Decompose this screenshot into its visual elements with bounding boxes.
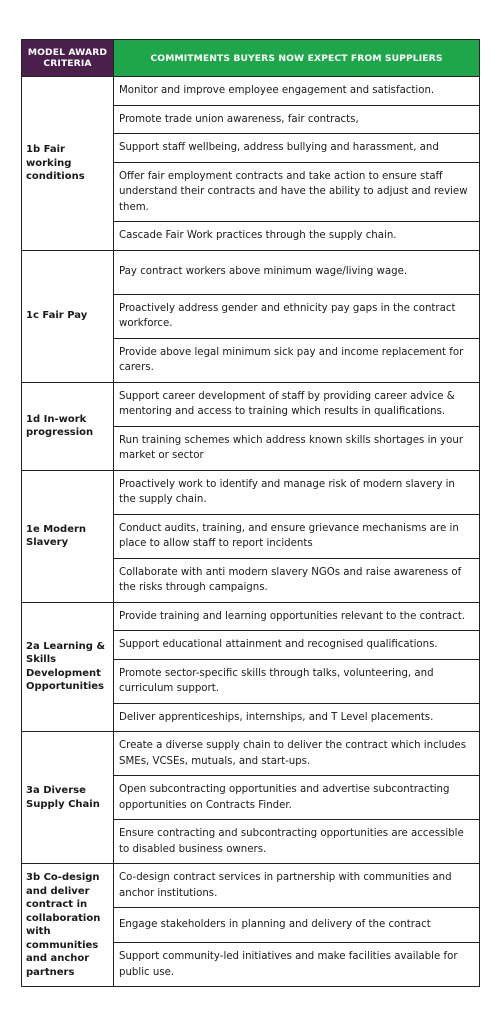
commitment-cell: Run training schemes which address known skills shortages in your market or sector (114, 426, 480, 470)
commitment-cell: Co-design contract services in partnership with communities and anchor institutions. (114, 864, 480, 908)
table-row (22, 382, 480, 426)
commitment-cell: Conduct audits, training, and ensure grievance mechanisms are in place to allow staff to report incidents (114, 514, 480, 558)
criterion-cell: 1e Modern Slavery (22, 470, 114, 602)
criterion-cell: 1b Fair working conditions (22, 77, 114, 251)
commitment-cell: Promote sector-specific skills through talks, volunteering, and curriculum support. (114, 659, 480, 703)
commitment-cell: Collaborate with anti modern slavery NGOs and raise awareness of the risks through campaigns. (114, 558, 480, 602)
table-body (22, 77, 480, 987)
commitment-cell: Ensure contracting and subcontracting opportunities are accessible to disabled business owners. (114, 820, 480, 864)
criterion-cell: 1c Fair Pay (22, 250, 114, 382)
commitment-cell: Engage stakeholders in planning and delivery of the contract (114, 908, 480, 943)
criteria-table-container (21, 39, 479, 987)
commitment-cell: Proactively work to identify and manage risk of modern slavery in the supply chain. (114, 470, 480, 514)
commitment-cell: Support staff wellbeing, address bullying and harassment, and (114, 134, 480, 163)
table-row (22, 602, 480, 631)
commitment-cell: Support community-led initiatives and make facilities available for public use. (114, 943, 480, 987)
commitment-cell: Provide training and learning opportunities relevant to the contract. (114, 602, 480, 631)
header-model-award-criteria: MODEL AWARD CRITERIA (22, 40, 114, 77)
commitment-cell: Support career development of staff by providing career advice & mentoring and access to training which results in qualifications. (114, 382, 480, 426)
commitment-cell: Monitor and improve employee engagement and satisfaction. (114, 77, 480, 106)
commitment-cell: Promote trade union awareness, fair contracts, (114, 105, 480, 134)
commitment-cell: Open subcontracting opportunities and advertise subcontracting opportunities on Contracts Finder. (114, 776, 480, 820)
criterion-cell: 2a Learning & Skills Development Opportunities (22, 602, 114, 732)
commitment-cell: Deliver apprenticeships, internships, and T Level placements. (114, 703, 480, 732)
table-header-row (22, 40, 480, 77)
table-row (22, 732, 480, 776)
criterion-cell: 3a Diverse Supply Chain (22, 732, 114, 864)
commitment-cell: Pay contract workers above minimum wage/living wage. (114, 250, 480, 294)
criteria-table (21, 39, 480, 987)
commitment-cell: Cascade Fair Work practices through the supply chain. (114, 222, 480, 251)
header-commitments: COMMITMENTS BUYERS NOW EXPECT FROM SUPPLIERS (114, 40, 480, 77)
table-row (22, 250, 480, 294)
table-row (22, 864, 480, 908)
commitment-cell: Create a diverse supply chain to deliver the contract which includes SMEs, VCSEs, mutuals, and start-ups. (114, 732, 480, 776)
table-row (22, 77, 480, 106)
commitment-cell: Offer fair employment contracts and take action to ensure staff understand their contracts and have the ability to adjust and review them. (114, 162, 480, 222)
table-row (22, 470, 480, 514)
commitment-cell: Provide above legal minimum sick pay and income replacement for carers. (114, 338, 480, 382)
commitment-cell: Support educational attainment and recognised qualifications. (114, 631, 480, 660)
criterion-cell: 1d In-work progression (22, 382, 114, 470)
criterion-cell: 3b Co-design and deliver contract in collaboration with communities and anchor partners (22, 864, 114, 987)
commitment-cell: Proactively address gender and ethnicity pay gaps in the contract workforce. (114, 294, 480, 338)
